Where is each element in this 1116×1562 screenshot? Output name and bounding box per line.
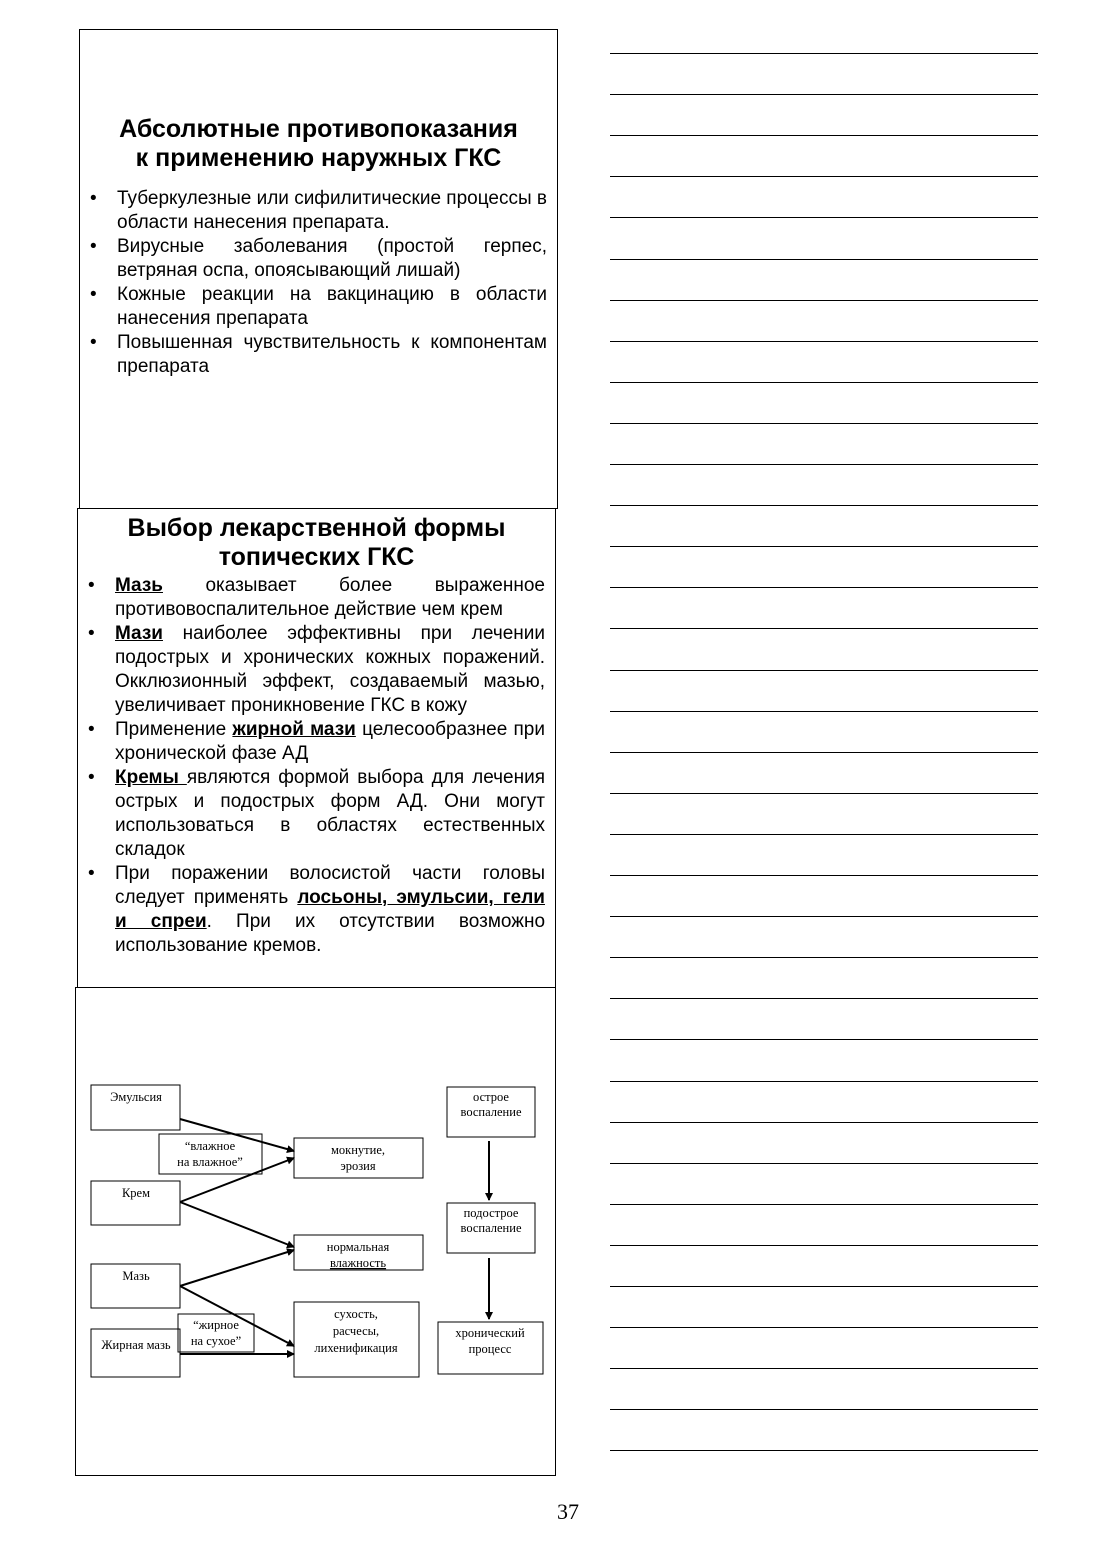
item-text: наиболее эффективны при лечении подострых и хронических кожных поражений. Окклюзионный эффект, создаваемый мазью, увеличивает проникновение ГКС в кожу	[115, 623, 545, 716]
form-label-emulsion: Эмульсия	[110, 1090, 162, 1104]
slide-dosage-form-diagram	[75, 987, 556, 1476]
form-label-cream: Крем	[121, 1186, 151, 1200]
condition-label-normal: влажность	[329, 1256, 387, 1270]
note-line	[610, 752, 1038, 753]
condition-label-dry: лихенификация	[314, 1341, 398, 1355]
list-item: • Повышенная чувствительность к компонентам препарата	[80, 331, 557, 379]
note-label-wet-on-wet: “влажное	[184, 1139, 236, 1153]
note-label-fat-on-dry: “жирное	[193, 1318, 239, 1332]
list-item: • Вирусные заболевания (простой герпес, ветряная оспа, опоясывающий лишай)	[80, 235, 557, 283]
keyword: Мази	[115, 623, 163, 644]
item-text: являются формой выбора для лечения острых и подострых форм АД. Они могут использоваться в областях естественных складок	[115, 767, 545, 860]
item-text: При поражении волосистой части головы следует применять	[115, 863, 545, 908]
list-item	[78, 622, 555, 718]
note-line	[610, 259, 1038, 260]
slide-title	[78, 514, 555, 572]
note-line	[610, 423, 1038, 424]
item-text: целесообразнее при хронической фазе АД	[115, 719, 545, 764]
note-line	[610, 1327, 1038, 1328]
note-line	[610, 505, 1038, 506]
note-line	[610, 1204, 1038, 1205]
condition-label-dry: сухость,	[334, 1307, 378, 1321]
slide-title	[80, 115, 557, 173]
item-text: Применение	[115, 719, 233, 740]
note-line	[610, 1039, 1038, 1040]
note-line	[610, 957, 1038, 958]
note-line	[610, 1081, 1038, 1082]
keyword: Мазь	[115, 575, 163, 596]
note-line	[610, 628, 1038, 629]
note-line	[610, 464, 1038, 465]
list-item: • Кожные реакции на вакцинацию в области нанесения препарата	[80, 283, 557, 331]
note-line	[610, 176, 1038, 177]
note-line	[610, 711, 1038, 712]
form-label-ointment: Мазь	[122, 1269, 150, 1283]
note-label-wet-on-wet: на влажное”	[177, 1155, 243, 1169]
note-line	[610, 875, 1038, 876]
keyword: лосьоны, эмульсии, гели и спреи	[115, 887, 545, 932]
stage-label-subacute: подострое	[463, 1206, 519, 1220]
note-line	[610, 53, 1038, 54]
form-box-fatty-ointment	[91, 1329, 180, 1377]
note-line	[610, 1368, 1038, 1369]
title-line-2: к применению наружных ГКС	[135, 144, 502, 172]
note-line	[610, 793, 1038, 794]
item-text: оказывает более выраженное противовоспалительное действие чем крем	[115, 575, 545, 620]
note-label-fat-on-dry: на сухое”	[190, 1334, 242, 1348]
stage-label-acute: острое	[473, 1090, 509, 1104]
stage-label-acute: воспаление	[460, 1105, 522, 1119]
stage-label-subacute: воспаление	[460, 1221, 522, 1235]
note-line	[610, 382, 1038, 383]
condition-label-normal: нормальная	[326, 1240, 390, 1254]
note-line	[610, 834, 1038, 835]
note-line	[610, 587, 1038, 588]
condition-label-wet: мокнутие,	[331, 1143, 385, 1157]
note-line	[610, 1245, 1038, 1246]
condition-label-dry: расчесы,	[332, 1324, 380, 1338]
list-item	[78, 766, 555, 862]
title-line-2: топических ГКС	[218, 543, 415, 571]
note-line	[610, 135, 1038, 136]
keyword: Кремы	[115, 767, 187, 788]
item-text: . При их отсутствии возможно использование кремов.	[115, 911, 546, 956]
arrow-ointment-to-normal	[180, 1250, 294, 1286]
note-line	[610, 94, 1038, 95]
list-item	[78, 862, 555, 958]
form-label-fatty-ointment: Жирная мазь	[101, 1338, 171, 1352]
title-line-1: Выбор лекарственной формы	[127, 514, 506, 542]
note-line	[610, 1286, 1038, 1287]
note-line	[610, 670, 1038, 671]
note-line	[610, 1122, 1038, 1123]
page-number: 37	[557, 1499, 579, 1524]
note-line	[610, 546, 1038, 547]
contraindications-list	[80, 187, 557, 379]
note-line	[610, 1450, 1038, 1451]
note-line	[610, 341, 1038, 342]
title-line-1: Абсолютные противопоказания	[119, 115, 518, 143]
slide-dosage-form-choice	[77, 508, 556, 988]
list-item	[78, 718, 555, 766]
dosage-form-list	[78, 574, 555, 958]
list-item	[78, 574, 555, 622]
slide-absolute-contraindications	[79, 29, 558, 509]
note-line	[610, 916, 1038, 917]
form-condition-diagram	[76, 988, 557, 1477]
note-line	[610, 998, 1038, 999]
keyword: жирной мази	[232, 719, 356, 740]
stage-label-chronic: хронический	[455, 1326, 525, 1340]
note-line	[610, 1409, 1038, 1410]
stage-label-chronic: процесс	[468, 1342, 512, 1356]
arrow-cream-to-normal	[180, 1202, 294, 1247]
list-item: • Туберкулезные или сифилитические процессы в области нанесения препарата.	[80, 187, 557, 235]
note-line	[610, 300, 1038, 301]
condition-label-wet: эрозия	[340, 1159, 376, 1173]
note-line	[610, 217, 1038, 218]
note-line	[610, 1163, 1038, 1164]
